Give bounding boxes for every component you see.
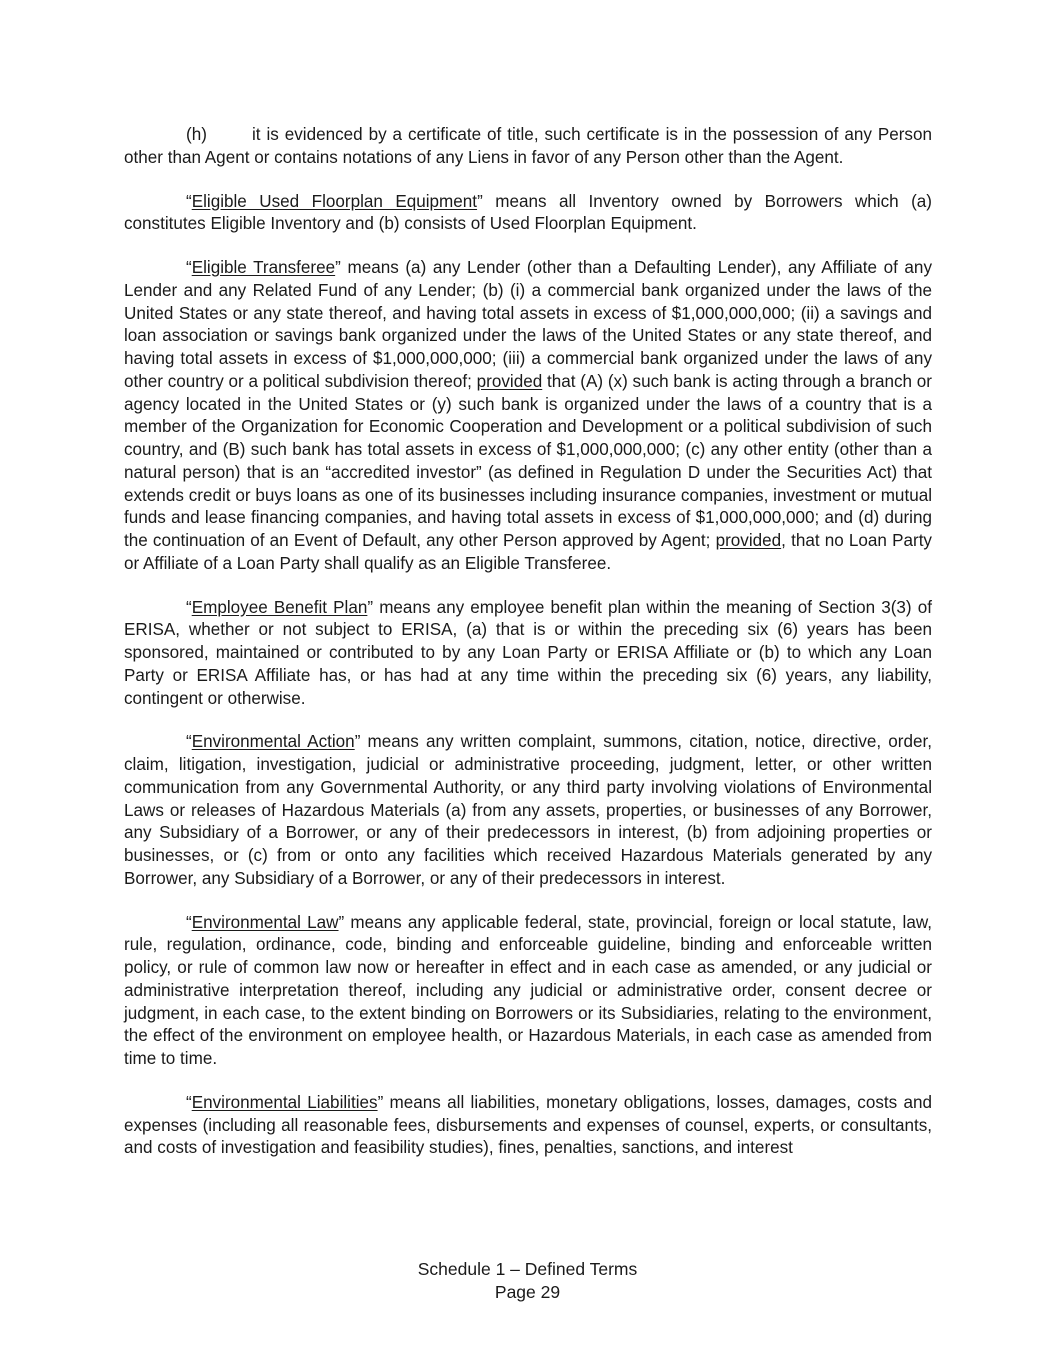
definition-text: means any applicable federal, state, provincial, foreign or local statute, law, rule, regulation, ordinance, code, binding and enforceable guideline, binding and enforceable written policy, or rule of common law now or hereafter in effect and in each case as amended, or any judicial or administrative interpretation thereof, including any judicial or administrative order, consent decree or judgment, in each case, to the extent binding on Borrowers or its Subsidiaries, relating to the environment, the effect of the environment on employee health, or Hazardous Materials, in each case as amended from time to time. <box>124 912 932 1068</box>
definition-text: , that no Loan Party or Affiliate of a Loan Party shall qualify as an Eligible Transferee. <box>124 531 932 573</box>
defined-term: Environmental Liabilities <box>191 1092 378 1112</box>
definition-eligible-used-floorplan-equipment <box>124 191 932 237</box>
close-quote: ” <box>354 732 361 752</box>
close-quote: ” <box>377 1092 384 1112</box>
definition-environmental-law <box>124 912 932 1071</box>
definition-text: means any employee benefit plan within the meaning of Section 3(3) of ERISA, whether or not subject to ERISA, (a) that is or within the preceding six (6) years has been sponsored, maintained or contributed to by any Loan Party or ERISA Affiliate or (b) to which any Loan Party or ERISA Affiliate has, or has had at any time within the preceding six (6) years, any liability, contingent or otherwise. <box>124 597 932 708</box>
definition-employee-benefit-plan <box>124 597 932 711</box>
open-quote: “ <box>186 191 192 211</box>
definition-text: means any written complaint, summons, citation, notice, directive, order, claim, litigation, investigation, judicial or administrative proceeding, judgment, letter, or other written communication from any Governmental Authority, or any third party involving violations of Environmental Laws or releases of Hazardous Materials (a) from any assets, properties, or businesses of any Borrower, any Subsidiary of a Borrower, or any of their predecessors in interest, (b) from adjoining properties or businesses, or (c) from or onto any facilities which received Hazardous Materials generated by any Borrower, any Subsidiary of a Borrower, or any of their predecessors in interest. <box>124 732 932 888</box>
definition-text: means all Inventory owned by Borrowers which (a) constitutes Eligible Inventory and (b) consists of Used Floorplan Equipment. <box>124 191 933 234</box>
definition-environmental-action <box>124 731 932 890</box>
provided-underlined: provided <box>715 531 782 550</box>
close-quote: ” <box>477 191 483 211</box>
open-quote: “ <box>186 1092 192 1112</box>
defined-term: Employee Benefit Plan <box>191 597 368 617</box>
footer-schedule-title: Schedule 1 – Defined Terms <box>417 1259 638 1279</box>
paragraph-h <box>124 124 932 170</box>
defined-term: Environmental Law <box>191 912 339 932</box>
definition-text: means all liabilities, monetary obligations, losses, damages, costs and expenses (including all reasonable fees, disbursements and expenses of counsel, experts, or consultants, and costs of investigation and feasibility studies), fines, penalties, sanctions, and interest <box>124 1092 932 1158</box>
open-quote: “ <box>186 732 192 752</box>
provided-underlined: provided <box>476 371 543 391</box>
page-footer <box>0 1258 1055 1304</box>
footer-page-number: Page 29 <box>494 1282 561 1302</box>
definition-environmental-liabilities <box>124 1092 932 1160</box>
defined-term: Environmental Action <box>191 732 355 752</box>
defined-term: Eligible Transferee <box>191 258 336 277</box>
document-body <box>124 124 932 1181</box>
clause-marker: (h) <box>186 125 207 144</box>
clause-text: it is evidenced by a certificate of title, such certificate is in the possession of any Person other than Agent or contains notations of any Liens in favor of any Person other than the Agent. <box>124 125 932 167</box>
open-quote: “ <box>186 912 192 932</box>
definition-text: means (a) any Lender (other than a Defaulting Lender), any Affiliate of any Lender and any Related Fund of any Lender; (b) (i) a commercial bank organized under the laws of the United States or any state thereof, and having total assets in excess of $1,000,000,000; (ii) a savings and loan association or savings bank organized under the laws of the United States or any state thereof, and having total assets in excess of $1,000,000,000; (iii) a commercial bank organized under the laws of any other country or a political subdivision thereof; <box>124 258 932 391</box>
open-quote: “ <box>186 258 192 277</box>
close-quote: ” <box>338 912 345 932</box>
definition-eligible-transferee <box>124 257 932 576</box>
definition-text: that (A) (x) such bank is acting through a branch or agency located in the United States or (y) such bank is organized under the laws of a country that is a member of the Organization for Economic Cooperation and Development or a political subdivision of such country, and (B) such bank has total assets in excess of $1,000,000,000; (c) any other entity (other than a natural person) that is an “accredited investor” (as defined in Regulation D under the Securities Act) that extends credit or buys loans as one of its businesses including insurance companies, investment or mutual funds and lease financing companies, and having total assets in excess of $1,000,000,000; and (d) during the continuation of an Event of Default, any other Person approved by Agent; <box>124 371 932 550</box>
open-quote: “ <box>186 597 192 617</box>
close-quote: ” <box>335 258 341 277</box>
close-quote: ” <box>367 597 374 617</box>
defined-term: Eligible Used Floorplan Equipment <box>191 191 478 211</box>
